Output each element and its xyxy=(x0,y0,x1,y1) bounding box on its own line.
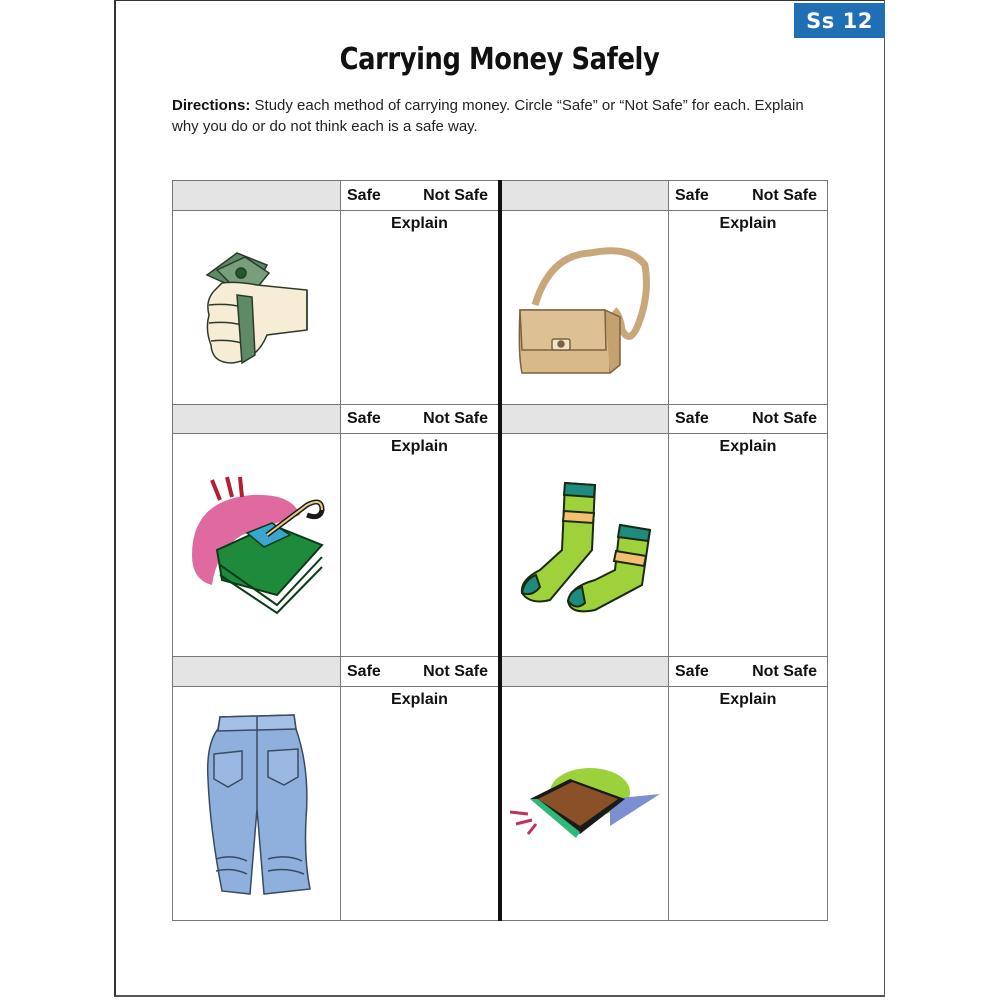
directions xyxy=(172,95,832,137)
explain-label: Explain xyxy=(719,438,777,455)
not-safe-option[interactable]: Not Safe xyxy=(423,410,488,427)
safe-choice-header xyxy=(340,404,499,434)
method-image-cell xyxy=(172,210,341,405)
header-blank-cell xyxy=(172,656,341,687)
directions-text: Study each method of carrying money. Circle “Safe” or “Not Safe” for each. Explain why you do or do not think each is a safe way. xyxy=(172,97,804,135)
safe-option[interactable]: Safe xyxy=(347,186,381,204)
explain-cell[interactable] xyxy=(340,210,499,405)
methods-table xyxy=(172,180,828,921)
not-safe-option[interactable]: Not Safe xyxy=(423,186,488,204)
not-safe-option[interactable]: Not Safe xyxy=(423,662,488,680)
safe-option[interactable]: Safe xyxy=(675,662,709,680)
jeans-back-pocket-icon xyxy=(202,709,312,899)
explain-cell[interactable] xyxy=(668,210,828,405)
header-blank-cell xyxy=(501,180,669,211)
safe-choice-header xyxy=(668,180,828,211)
safe-choice-header xyxy=(668,404,828,434)
header-blank-cell xyxy=(501,656,669,687)
directions-label: Directions: xyxy=(172,97,251,114)
not-safe-option[interactable]: Not Safe xyxy=(752,410,817,427)
center-divider xyxy=(498,180,502,921)
not-safe-option[interactable]: Not Safe xyxy=(752,662,817,680)
explain-cell[interactable] xyxy=(340,686,499,921)
wallet-icon xyxy=(510,764,660,844)
safe-option[interactable]: Safe xyxy=(675,186,709,204)
safe-choice-header xyxy=(340,656,499,687)
header-blank-cell xyxy=(501,404,669,434)
method-image-cell xyxy=(501,686,669,921)
safe-choice-header xyxy=(340,180,499,211)
explain-label: Explain xyxy=(391,438,448,455)
money-pinned-icon xyxy=(182,475,332,615)
safe-choice-header xyxy=(668,656,828,687)
header-blank-cell xyxy=(172,404,341,434)
method-image-cell xyxy=(501,433,669,657)
shoulder-purse-icon xyxy=(510,235,660,380)
safe-option[interactable]: Safe xyxy=(347,662,381,680)
explain-label: Explain xyxy=(391,215,448,232)
page-title: Carrying Money Safely xyxy=(339,42,660,77)
explain-cell[interactable] xyxy=(668,433,828,657)
explain-label: Explain xyxy=(391,691,448,708)
fist-with-money-icon xyxy=(197,245,317,370)
socks-icon xyxy=(510,475,660,615)
explain-cell[interactable] xyxy=(668,686,828,921)
header-blank-cell xyxy=(172,180,341,211)
explain-label: Explain xyxy=(719,215,777,232)
method-image-cell xyxy=(172,686,341,921)
explain-label: Explain xyxy=(719,691,777,708)
page-badge: Ss 12 xyxy=(794,3,885,38)
safe-option[interactable]: Safe xyxy=(675,410,709,427)
not-safe-option[interactable]: Not Safe xyxy=(752,186,817,204)
method-image-cell xyxy=(172,433,341,657)
explain-cell[interactable] xyxy=(340,433,499,657)
method-image-cell xyxy=(501,210,669,405)
safe-option[interactable]: Safe xyxy=(347,410,381,427)
